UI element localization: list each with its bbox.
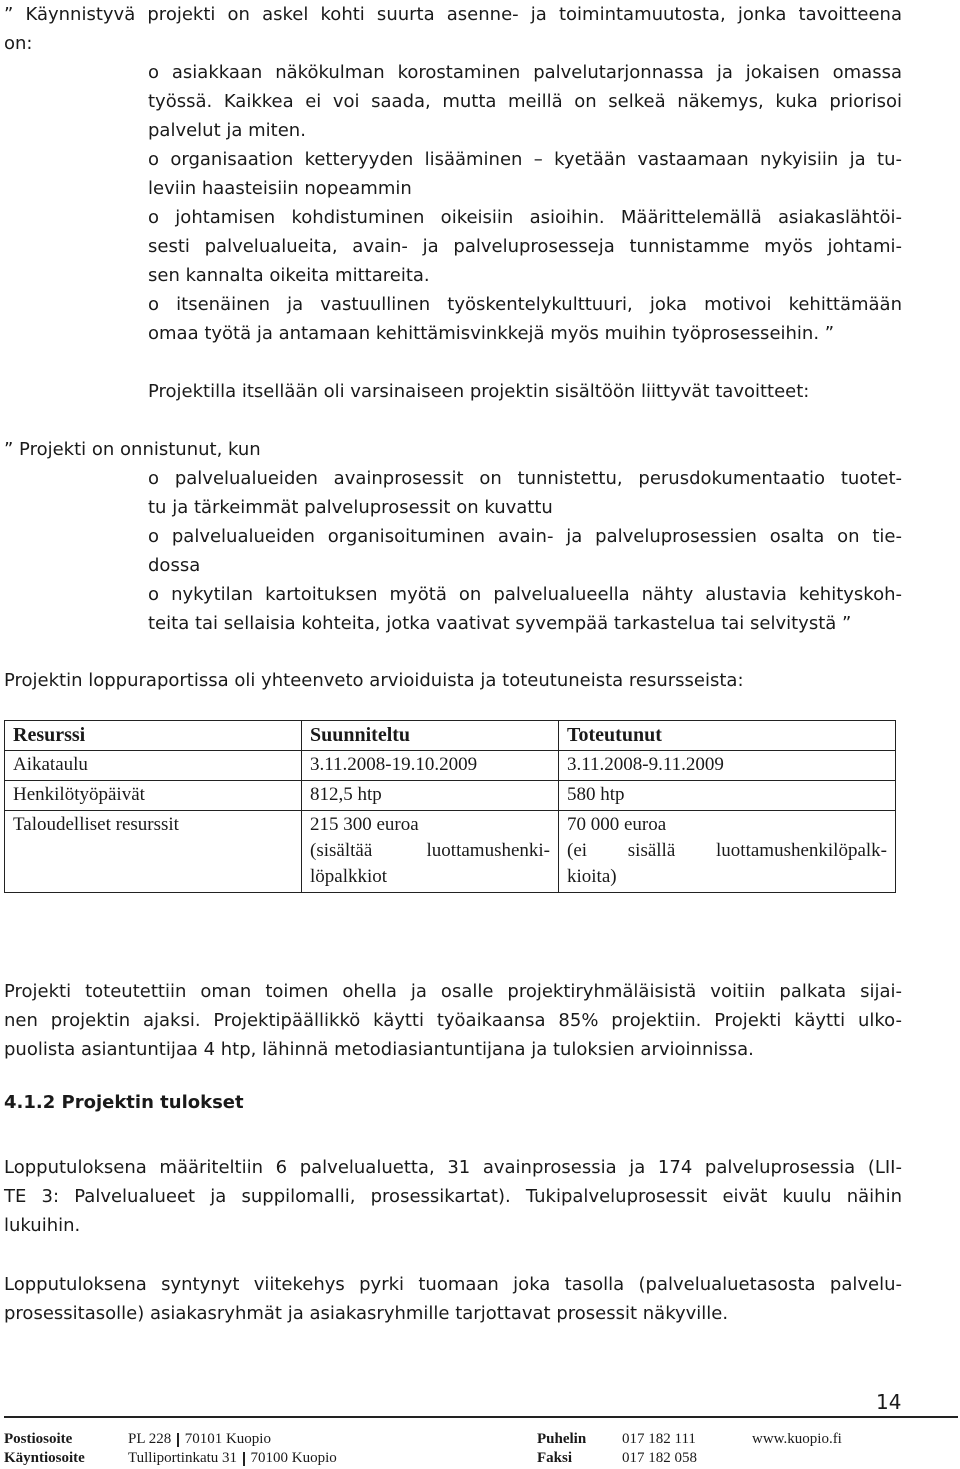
goal-line: omaa työtä ja antamaan kehittämisvinkkejä myös muihin työprosesseihin. ” [148,323,835,344]
footer-contact-value: 017 182 111 [622,1431,696,1447]
footer-address-a: Tulliportinkatu 31 [128,1450,238,1466]
intro-line: ” Käynnistyvä projekti on askel kohti suurta asenne- ja toimintamuutosta, jonka tavoitteena [4,4,902,25]
results-line: Lopputuloksena syntynyt viitekehys pyrki tuomaan joka tasolla (palvelualuetasosta palvelu- [4,1274,902,1295]
table-row [5,781,896,811]
footer-separator [243,1452,245,1466]
footer-website-link[interactable]: www.kuopio.fi [752,1431,842,1447]
footer-address [128,1449,337,1467]
table-cell: Henkilötyöpäivät [5,781,302,811]
footer-label: Postiosoite [4,1431,73,1447]
page-number: 14 [876,1390,902,1414]
table-cell: Aikataulu [5,751,302,781]
success-line: o palvelualueiden organisoituminen avain- ja palveluprosessien osalta on tie- [148,526,902,547]
goal-line: sen kannalta oikeita mittareita. [148,265,430,286]
results-line: Lopputuloksena määriteltiin 6 palvelualuetta, 31 avainprosessia ja 174 palveluprosessia (LII- [4,1157,902,1178]
cell-line: kioita) [567,866,617,887]
intro-line: on: [4,33,33,54]
table-cell [302,811,559,893]
footer-rule [4,1416,958,1418]
execution-line: puolista asiantuntijaa 4 htp, lähinnä metodiasiantuntijana ja tuloksien arvioinnissa. [4,1039,754,1060]
table-header-cell: Suunniteltu [302,721,559,751]
section-heading: 4.1.2 Projektin tulokset [4,1092,244,1113]
success-heading: ” Projekti on onnistunut, kun [4,439,261,460]
goal-line: o organisaation ketteryyden lisääminen – kyetään vastaamaan nykyisiin ja tu- [148,149,902,170]
goal-line: työssä. Kaikkea ei voi saada, mutta meillä on selkeä näkemys, kuka priorisoi [148,91,902,112]
table-cell: 580 htp [559,781,896,811]
table-cell: 3.11.2008-19.10.2009 [302,751,559,781]
success-line: o nykytilan kartoituksen myötä on palvelualueella nähty alustavia kehityskoh- [148,584,902,605]
footer-address-a: PL 228 [128,1431,172,1447]
table-header-cell: Toteutunut [559,721,896,751]
table-row [5,811,896,893]
footer-contact-label: Faksi [537,1450,573,1466]
goal-line: sesti palvelualueita, avain- ja palveluprosesseja tunnistamme myös johtami- [148,236,902,257]
resource-table [4,720,896,893]
goal-line: leviin haasteisiin nopeammin [148,178,412,199]
cell-line: 70 000 euroa [567,814,667,835]
table-cell: 812,5 htp [302,781,559,811]
goal-line: palvelut ja miten. [148,120,306,141]
table-cell: Taloudelliset resurssit [5,811,302,893]
footer-contact-value: 017 182 058 [622,1450,697,1466]
table-cell [559,811,896,893]
success-line: tu ja tärkeimmät palveluprosessit on kuvattu [148,497,553,518]
results-line: TE 3: Palvelualueet ja suppilomalli, prosessikartat). Tukipalveluprosessit eivät kuulu näihin [4,1186,902,1207]
cell-line: löpalkkiot [310,866,388,887]
cell-line: 215 300 euroa [310,814,419,835]
cell-line: (sisältää luottamushenki- [310,840,550,861]
table-cell: 3.11.2008-9.11.2009 [559,751,896,781]
footer-address [128,1430,271,1448]
cell-line: (ei sisällä luottamushenkilöpalk- [567,840,887,861]
goal-line: o itsenäinen ja vastuullinen työskentelykulttuuri, joka motivoi kehittämään [148,294,902,315]
goal-line: o johtamisen kohdistuminen oikeisiin asioihin. Määrittelemällä asiakaslähtöi- [148,207,902,228]
success-line: teita tai sellaisia kohteita, jotka vaativat syvempää tarkastelua tai selvitystä ” [148,613,852,634]
success-line: dossa [148,555,201,576]
footer-separator [177,1433,179,1447]
results-line: prosessitasolle) asiakasryhmät ja asiakasryhmille tarjottavat prosessit näkyville. [4,1303,729,1324]
footer-label: Käyntiosoite [4,1450,85,1466]
summary-intro: Projektin loppuraportissa oli yhteenveto arvioiduista ja toteutuneista resursseista: [4,670,744,691]
project-goals-intro: Projektilla itsellään oli varsinaiseen projektin sisältöön liittyvät tavoitteet: [148,381,810,402]
execution-line: nen projektin ajaksi. Projektipäällikkö käytti työaikaansa 85% projektiin. Projekti käytti ulko- [4,1010,902,1031]
footer-address-b: 70101 Kuopio [184,1431,271,1447]
footer-contact-label: Puhelin [537,1431,587,1447]
goal-line: o asiakkaan näkökulman korostaminen palvelutarjonnassa ja jokaisen omassa [148,62,902,83]
table-header-row [5,721,896,751]
results-line: lukuihin. [4,1215,81,1236]
table-row [5,751,896,781]
footer-address-b: 70100 Kuopio [250,1450,337,1466]
success-line: o palvelualueiden avainprosessit on tunnistettu, perusdokumentaatio tuotet- [148,468,902,489]
table-header-cell: Resurssi [5,721,302,751]
execution-line: Projekti toteutettiin oman toimen ohella ja osalle projektiryhmäläisistä voitiin palkata sijai- [4,981,902,1002]
